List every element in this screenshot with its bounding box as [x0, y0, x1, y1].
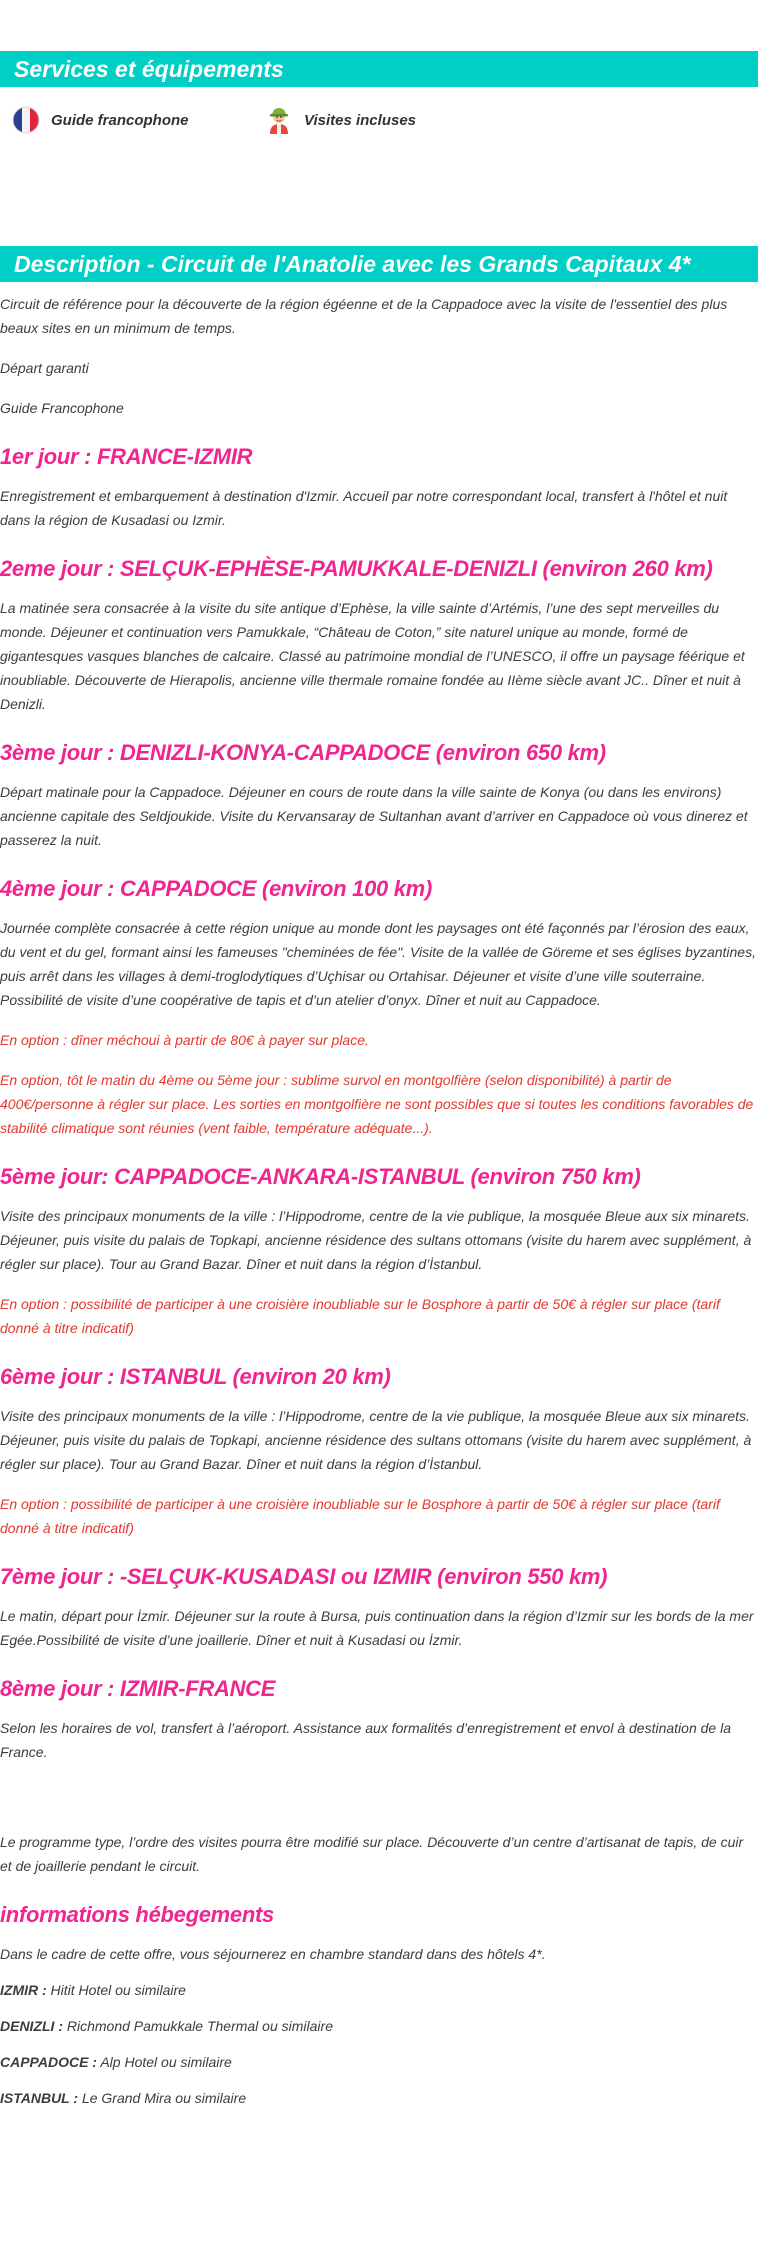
service-label: Visites incluses: [304, 111, 417, 129]
french-flag-icon: [11, 105, 41, 135]
day-title: 8ème jour : IZMIR-FRANCE: [0, 1676, 276, 1701]
day-6: [0, 1362, 758, 1540]
service-guide-francophone: [11, 105, 264, 135]
hotel-item: [0, 2086, 758, 2110]
hotels-intro: Dans le cadre de cette offre, vous séjournerez en chambre standard dans des hôtels 4*.: [0, 1946, 546, 1962]
program-note: Le programme type, l’ordre des visites pourra être modifié sur place. Découverte d’un centre d’artisanat de tapis, de cuir et de joaillerie pendant le circuit.: [0, 1834, 744, 1874]
day-text: Selon les horaires de vol, transfert à l’aéroport. Assistance aux formalités d’enregistrement et envol à destination de la France.: [0, 1720, 731, 1760]
day-text: Journée complète consacrée à cette région unique au monde dont les paysages ont été façonnés par l’érosion des eaux, du vent et du gel, formant ainsi les fameuses "cheminées de fée". Visite de la vallée de Göreme et ses églises byzantines, puis arrêt dans les villages à demi-troglodytiques d’Uçhisar ou Ortahisar. Déjeuner et visite d’une ville souterraine. Possibilité de visite d’une coopérative de tapis et d’un atelier d’onyx. Dîner et nuit au Cappadoce.: [0, 920, 756, 1008]
hotel-city: ISTANBUL :: [0, 2090, 79, 2106]
description-intro: Circuit de référence pour la découverte de la région égéenne et de la Cappadoce avec la visite de l'essentiel des plus beaux sites en un minimum de temps.: [0, 296, 728, 336]
hotels-section: [0, 1900, 758, 2110]
day-4: [0, 874, 758, 1140]
day-title: 4ème jour : CAPPADOCE (environ 100 km): [0, 876, 432, 901]
day-option: En option : possibilité de participer à une croisière inoubliable sur le Bosphore à partir de 50€ à régler sur place (tarif donné à titre indicatif): [0, 1496, 720, 1536]
tour-guide-icon: [264, 104, 294, 136]
hotel-item: [0, 1978, 758, 2002]
day-option: En option : possibilité de participer à une croisière inoubliable sur le Bosphore à partir de 50€ à régler sur place (tarif donné à titre indicatif): [0, 1296, 720, 1336]
day-option: En option : dîner méchoui à partir de 80€ à payer sur place.: [0, 1032, 369, 1048]
hotel-city: CAPPADOCE :: [0, 2054, 97, 2070]
description-title: Description - Circuit de l'Anatolie avec les Grands Capitaux 4*: [14, 251, 691, 277]
hotel-item: [0, 2050, 758, 2074]
day-7: [0, 1562, 758, 1652]
hotel-city: DENIZLI :: [0, 2018, 63, 2034]
day-title: 7ème jour : -SELÇUK-KUSADASI ou IZMIR (environ 550 km): [0, 1564, 608, 1589]
day-title: 1er jour : FRANCE-IZMIR: [0, 444, 253, 469]
page: [0, 51, 758, 2110]
description-depart: Départ garanti: [0, 360, 89, 376]
day-1: [0, 442, 758, 532]
day-5: [0, 1162, 758, 1340]
services-title-bar: [0, 51, 758, 87]
day-text: Visite des principaux monuments de la ville : l’Hippodrome, centre de la vie publique, la mosquée Bleue aux six minarets. Déjeuner, puis visite du palais de Topkapi, ancienne résidence des sultans ottomans (visite du harem avec supplément, à régler sur place). Tour au Grand Bazar. Dîner et nuit dans la région d’İstanbul.: [0, 1408, 752, 1472]
day-2: [0, 554, 758, 716]
day-text: Enregistrement et embarquement à destination d'Izmir. Accueil par notre correspondant local, transfert à l'hôtel et nuit dans la région de Kusadasi ou Izmir.: [0, 488, 728, 528]
day-3: [0, 738, 758, 852]
description-content: [0, 292, 758, 2110]
description-guide: Guide Francophone: [0, 400, 124, 416]
day-text: La matinée sera consacrée à la visite du site antique d’Ephèse, la ville sainte d’Artémis, l’une des sept merveilles du monde. Déjeuner et continuation vers Pamukkale, “Château de Coton,” site naturel unique au monde, formé de gigantesques vasques blanches de calcaire. Classé au patrimoine mondial de l’UNESCO, il offre un paysage féérique et inoubliable. Découverte de Hierapolis, ancienne ville thermale romaine fondée au IIème siècle avant JC.. Dîner et nuit à Denizli.: [0, 600, 745, 712]
hotels-title: informations hébegements: [0, 1902, 274, 1927]
hotel-city: IZMIR :: [0, 1982, 47, 1998]
service-visites-incluses: [264, 104, 416, 136]
hotel-name: Alp Hotel ou similaire: [100, 2054, 232, 2070]
service-label: Guide francophone: [51, 111, 189, 129]
hotel-name: Le Grand Mira ou similaire: [81, 2090, 247, 2106]
hotel-name: Richmond Pamukkale Thermal ou similaire: [66, 2018, 333, 2034]
day-8: [0, 1674, 758, 1764]
day-text: Départ matinale pour la Cappadoce. Déjeuner en cours de route dans la ville sainte de Konya (ou dans les environs) ancienne capitale des Seldjoukide. Visite du Kervansaray de Sultanhan avant d’arriver en Cappadoce où vous dinerez et passerez la nuit.: [0, 784, 748, 848]
day-title: 6ème jour : ISTANBUL (environ 20 km): [0, 1364, 391, 1389]
hotel-name: Hitit Hotel ou similaire: [50, 1982, 186, 1998]
services-list: [0, 97, 758, 143]
day-title: 5ème jour: CAPPADOCE-ANKARA-ISTANBUL (environ 750 km): [0, 1164, 641, 1189]
day-title: 2eme jour : SELÇUK-EPHÈSE-PAMUKKALE-DENIZLI (environ 260 km): [0, 556, 713, 581]
day-text: Le matin, départ pour İzmir. Déjeuner sur la route à Bursa, puis continuation dans la région d’Izmir sur les bords de la mer Egée.Possibilité de visite d’une joaillerie. Dîner et nuit à Kusadasi ou İzmir.: [0, 1608, 754, 1648]
day-text: Visite des principaux monuments de la ville : l’Hippodrome, centre de la vie publique, la mosquée Bleue aux six minarets. Déjeuner, puis visite du palais de Topkapi, ancienne résidence des sultans ottomans (visite du harem avec supplément, à régler sur place). Tour au Grand Bazar. Dîner et nuit dans la région d’İstanbul.: [0, 1208, 752, 1272]
services-title: Services et équipements: [14, 56, 284, 82]
hotel-item: [0, 2014, 758, 2038]
description-title-bar: [0, 246, 758, 282]
day-title: 3ème jour : DENIZLI-KONYA-CAPPADOCE (environ 650 km): [0, 740, 606, 765]
day-option: En option, tôt le matin du 4ème ou 5ème jour : sublime survol en montgolfière (selon disponibilité) à partir de 400€/personne à régler sur place. Les sorties en montgolfière ne sont possibles que si toutes les conditions favorables de stabilité climatique sont réunies (vent faible, température adéquate...).: [0, 1072, 754, 1136]
